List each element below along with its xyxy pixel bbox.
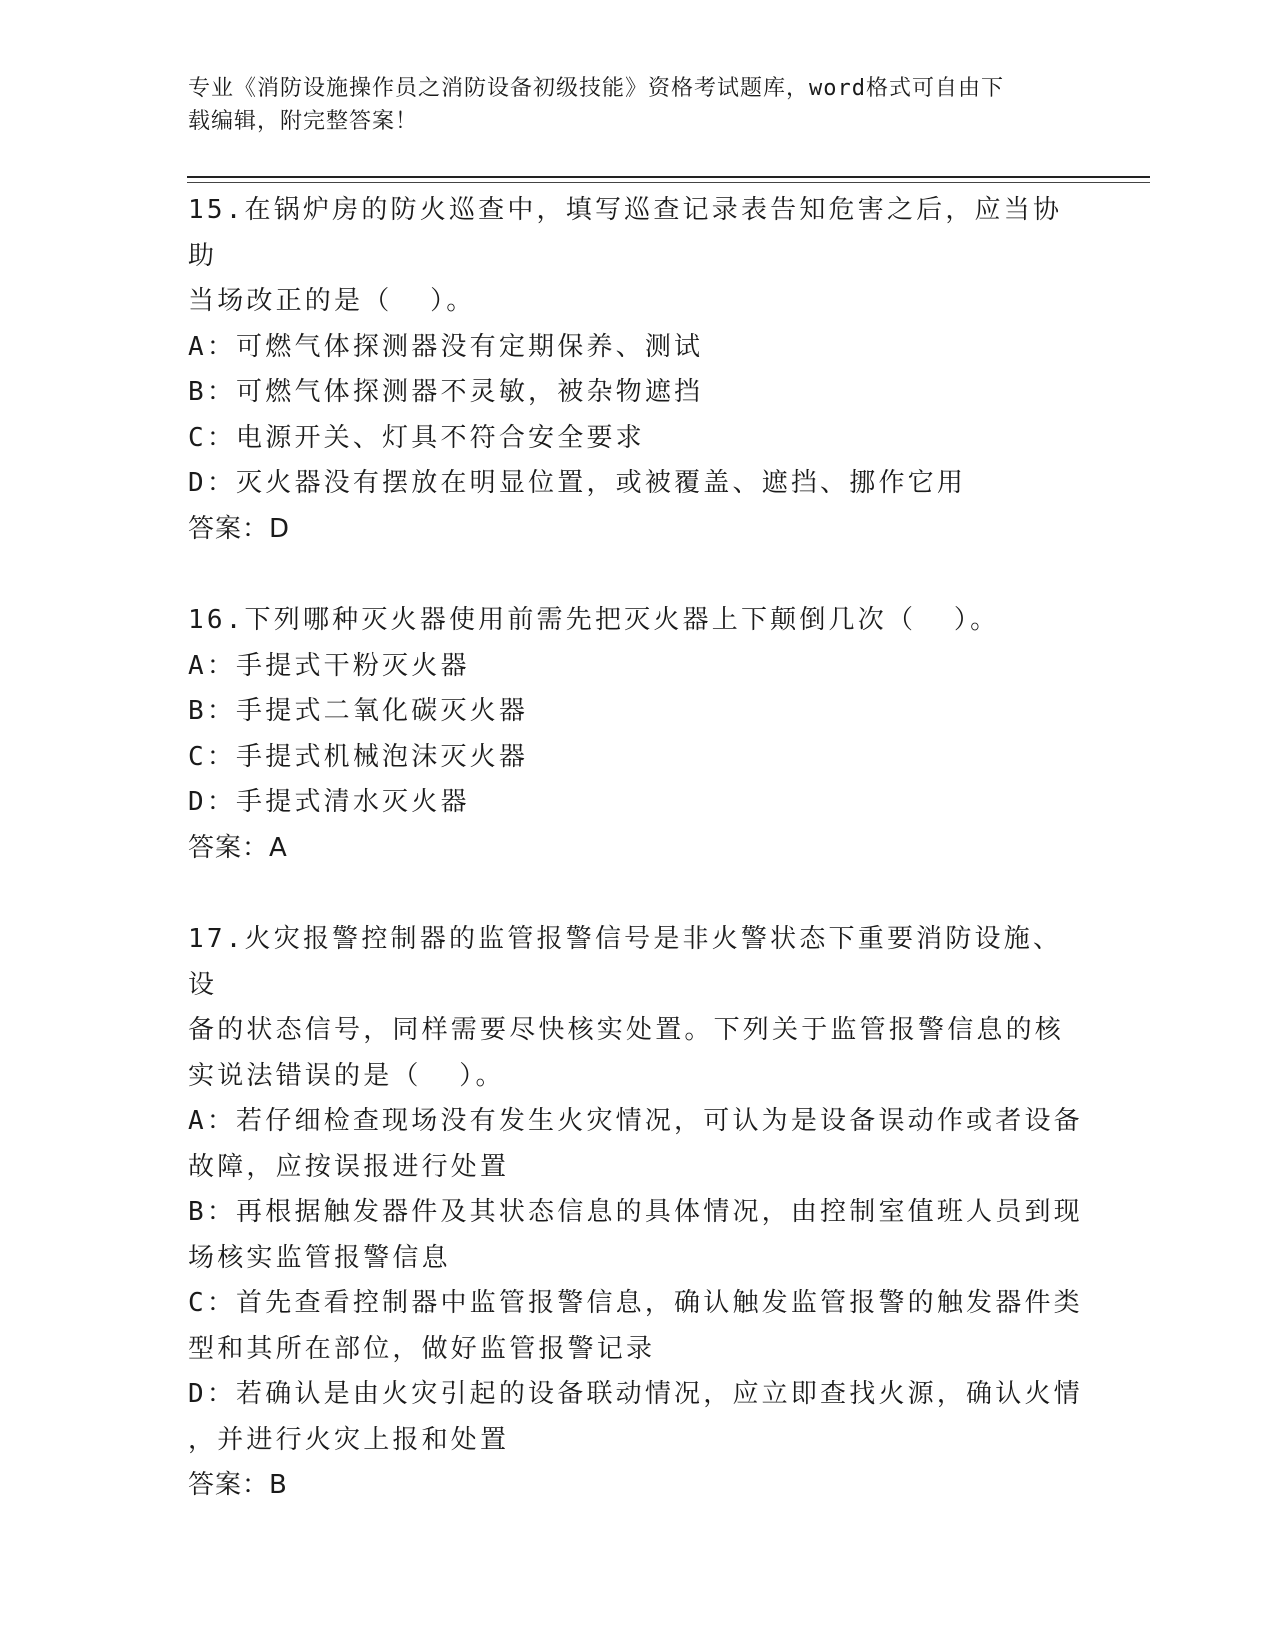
option-line: C：手提式机械泡沫灭火器 [188,741,529,772]
question-stem-line: 备的状态信号，同样需要尽快核实处置。下列关于监管报警信息的核 [188,1015,1065,1045]
question-stem-line: 17.火灾报警控制器的监管报警信号是非火警状态下重要消防设施、设 [188,924,1063,1000]
option-line: D：若确认是由火灾引起的设备联动情况，应立即查找火源，确认火情 [188,1379,1083,1409]
option [188,644,1088,690]
question-list [188,188,1088,1555]
answer-line: 答案：D [188,513,291,544]
header-divider-thick [187,176,1150,178]
option [188,1281,1088,1372]
question-block [188,917,1088,1509]
question-stem-line: 当场改正的是（ ）。 [188,286,476,316]
option [188,416,1088,462]
question-block [188,598,1088,871]
option [188,1099,1088,1190]
option-line: A：手提式干粉灭火器 [188,650,470,681]
option [188,735,1088,781]
header-line-1: 专业《消防设施操作员之消防设备初级技能》资格考试题库，word格式可自由下 [188,76,1004,101]
option [188,1372,1088,1463]
option [188,325,1088,371]
option [188,1190,1088,1281]
answer-line: 答案：A [188,832,288,863]
option-line: A：若仔细检查现场没有发生火灾情况，可认为是设备误动作或者设备 [188,1106,1083,1136]
option [188,461,1088,507]
option-line: 故障，应按误报进行处置 [188,1151,510,1182]
header-line-2: 载编辑，附完整答案！ [188,109,419,134]
option-line: C：首先查看控制器中监管报警信息，确认触发监管报警的触发器件类 [188,1288,1083,1318]
option-line: 型和其所在部位，做好监管报警记录 [188,1333,656,1364]
option-line: D：手提式清水灭火器 [188,787,470,817]
option [188,689,1088,735]
option-line: B：手提式二氧化碳灭火器 [188,696,529,726]
option [188,780,1088,826]
question-stem-line: 实说法错误的是（ ）。 [188,1060,505,1091]
question-stem-line: 15.在锅炉房的防火巡查中，填写巡查记录表告知危害之后，应当协助 [188,195,1063,271]
document-header [188,72,1068,138]
question-block [188,188,1088,552]
option-line: A：可燃气体探测器没有定期保养、测试 [188,331,704,362]
option-line: ，并进行火灾上报和处置 [188,1424,510,1455]
option-line: C：电源开关、灯具不符合安全要求 [188,422,645,453]
option-line: D：灭火器没有摆放在明显位置，或被覆盖、遮挡、挪作它用 [188,468,967,498]
option-line: B：再根据触发器件及其状态信息的具体情况，由控制室值班人员到现 [188,1197,1083,1227]
option-line: 场核实监管报警信息 [188,1242,451,1273]
answer-line: 答案：B [188,1470,288,1500]
option [188,370,1088,416]
option-line: B：可燃气体探测器不灵敏，被杂物遮挡 [188,377,704,407]
header-divider-thin [187,182,1150,183]
question-stem-line: 16.下列哪种灭火器使用前需先把灭火器上下颠倒几次（ ）。 [188,605,1000,635]
